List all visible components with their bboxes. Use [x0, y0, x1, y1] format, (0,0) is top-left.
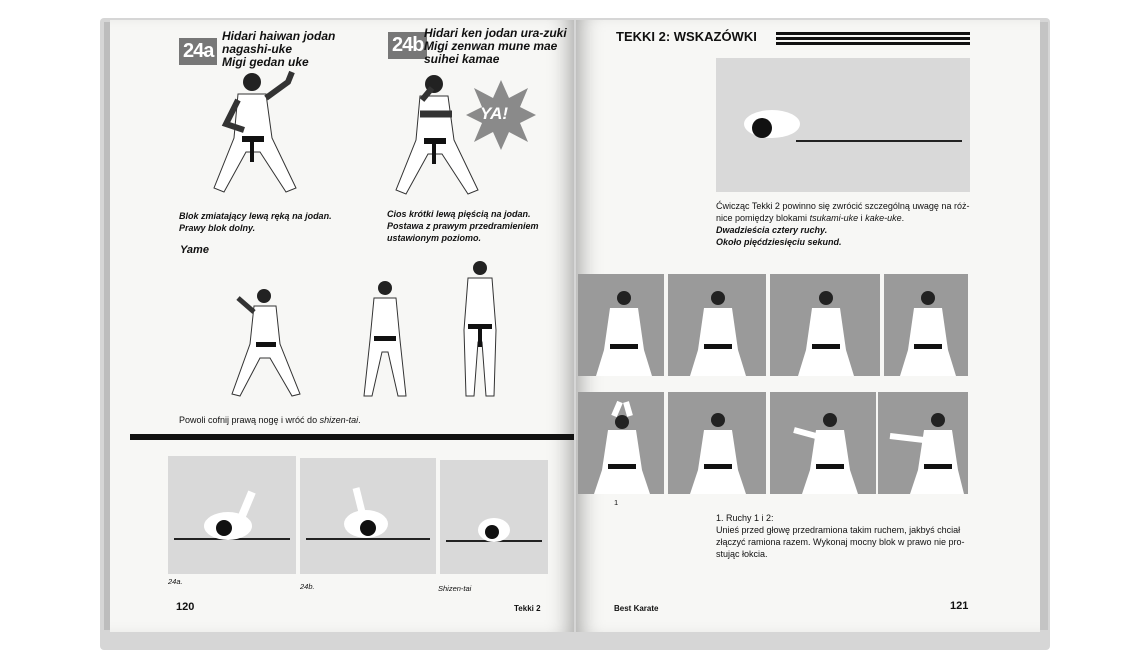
intro-line-1: Ćwicząc Tekki 2 powinno się zwrócić szczególną uwagę na róż-: [716, 201, 970, 211]
karate-figure-middle: [350, 276, 420, 404]
yame-label: Yame: [180, 244, 209, 256]
moves-text-line: Unieś przed głowę przedramiona takim ruchem, jakbyś chciał: [716, 525, 961, 535]
right-page: [576, 20, 1040, 632]
intro-line-2-text: nice pomiędzy blokami: [716, 213, 808, 223]
section-divider: [130, 434, 574, 440]
moves-heading: 1. Ruchy 1 i 2:: [716, 513, 774, 523]
karate-figure-shizentai: [450, 256, 510, 404]
moves-section: [716, 512, 974, 560]
overhead-photo-tekki2: [716, 58, 970, 192]
step-24b-caption-line: ustawionym poziomo.: [387, 233, 482, 243]
intro-bold-line: Dwadzieścia cztery ruchy.: [716, 225, 828, 235]
moves-text-line: stując łokcia.: [716, 549, 768, 559]
page-number-right: 121: [950, 600, 969, 612]
step-24a-caption: [179, 210, 332, 234]
step-24b-caption: [387, 208, 539, 244]
moves-text-line: złączyć ramiona razem. Wykonaj mocny blok w prawo nie pro-: [716, 537, 965, 547]
title-rule-1: [776, 32, 970, 35]
step-24a-caption-line: Prawy blok dolny.: [179, 223, 256, 233]
overhead-photo-24a: [168, 456, 296, 574]
step-24b-title: [424, 27, 567, 66]
page-number-left: 120: [176, 601, 195, 613]
right-page-title: TEKKI 2: WSKAZÓWKI: [616, 29, 757, 44]
intro-and: i: [860, 213, 863, 223]
intro-period: .: [901, 213, 905, 223]
sequence-photo: [668, 392, 766, 494]
sequence-photo: [578, 392, 664, 494]
intro-paragraph: [716, 200, 972, 248]
title-rule-3: [776, 42, 970, 45]
karate-figure-retreat: [218, 284, 308, 404]
sequence-photo: [770, 274, 880, 376]
intro-bold-line: Około pięćdziesięciu sekund.: [716, 237, 842, 247]
title-rule-2: [776, 37, 970, 40]
karate-figure-24a: [200, 68, 310, 206]
return-caption: [179, 414, 361, 426]
step-24a-title-line: nagashi-uke: [222, 42, 293, 56]
step-24b-caption-line: Postawa z prawym przedramieniem: [387, 221, 539, 231]
step-24b-tag: 24b: [388, 32, 427, 59]
step-24b-caption-line: Cios krótki lewą pięścią na jodan.: [387, 209, 531, 219]
return-caption-term: shizen-tai: [319, 415, 359, 425]
running-title-right: Best Karate: [614, 604, 659, 613]
step-24b-title-line: suihei kamae: [424, 52, 500, 66]
step-24a-title-line: Hidari haiwan jodan: [222, 29, 336, 43]
overhead-photo-shizentai: [440, 460, 548, 574]
sequence-photo: [884, 274, 968, 376]
step-24a-caption-line: Blok zmiatający lewą ręką na jodan.: [179, 211, 332, 221]
intro-term-kake: kake-uke: [865, 213, 902, 223]
photo-caption-24b: 24b.: [300, 582, 315, 591]
photo-caption-shizentai: Shizen-tai: [438, 584, 472, 593]
sequence-photo: [668, 274, 766, 376]
sequence-photo: [770, 392, 876, 494]
overhead-photo-24b: [300, 458, 436, 574]
return-caption-period: .: [358, 415, 361, 425]
step-24a-title: [222, 30, 335, 69]
left-page: [110, 20, 574, 632]
photo-number: 1: [614, 498, 619, 507]
step-24a-title-line: Migi gedan uke: [222, 55, 309, 69]
step-24b-title-line: Migi zenwan mune mae: [424, 39, 558, 53]
running-title-left: Tekki 2: [514, 604, 541, 613]
intro-line-2: [716, 212, 972, 224]
kiai-text: YA!: [480, 104, 509, 123]
step-24a-tag: 24a: [179, 38, 217, 65]
step-24b-title-line: Hidari ken jodan ura-zuki: [424, 26, 567, 40]
photo-caption-24a: 24a.: [168, 577, 183, 586]
intro-term-tsukami: tsukami-uke: [809, 213, 859, 223]
sequence-photo: [578, 274, 664, 376]
return-caption-text: Powoli cofnij prawą nogę i wróć do: [179, 415, 318, 425]
sequence-photo: [878, 392, 968, 494]
